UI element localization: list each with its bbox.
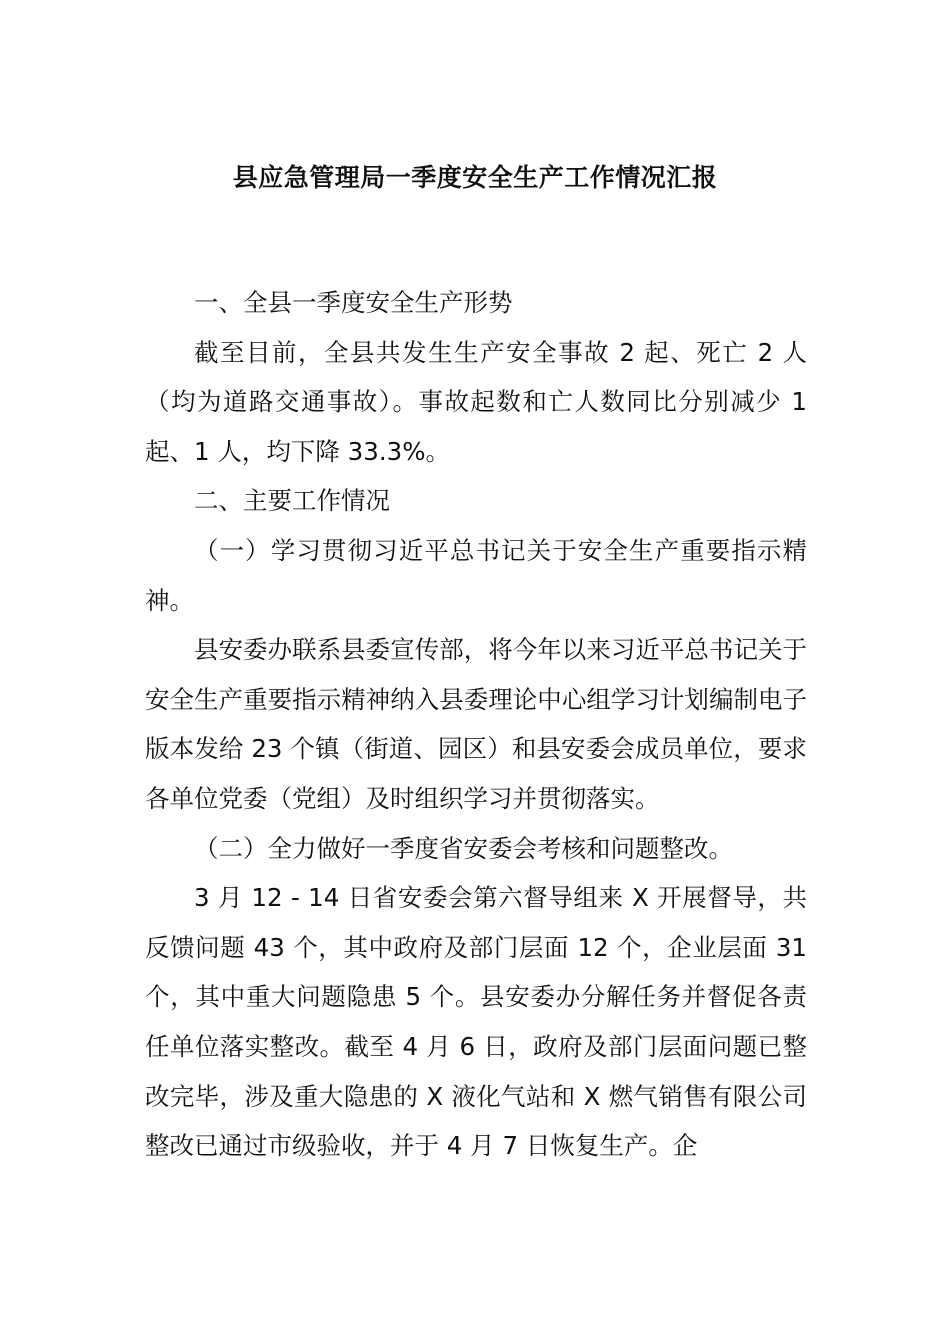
section-heading-main-work: 二、主要工作情况 xyxy=(194,486,390,516)
paragraph-study-details: 县安委办联系县委宣传部，将今年以来习近平总书记关于安全生产重要指示精神纳入县委理论中心组学习计划编制电子版本发给 23 个镇（街道、园区）和县安委会成员单位，要求各单位党委（党组）及时组织学习并贯彻落实。 xyxy=(145,635,807,813)
subsection-heading-assessment: （二）全力做好一季度省安委会考核和问题整改。 xyxy=(194,833,733,863)
document-title: 县应急管理局一季度安全生产工作情况汇报 xyxy=(232,163,718,192)
paragraph-assessment-details: 3 月 12 - 14 日省安委会第六督导组来 X 开展督导，共反馈问题 43 个，其中政府及部门层面 12 个，企业层面 31 个，其中重大问题隐患 5 个。县安委办分解任务并督促各责任单位落实整改。截至 4 月 6 日，政府及部门层面问题已整改完毕，涉及重大隐患的 X 液化气站和 X 燃气销售有限公司整改已通过市级验收，并于 4 月 7 日恢复生产。企 xyxy=(145,883,807,1161)
subsection-heading-study: （一）学习贯彻习近平总书记关于安全生产重要指示精神。 xyxy=(145,535,807,615)
document-body xyxy=(145,278,807,1171)
section-heading-situation: 一、全县一季度安全生产形势 xyxy=(194,288,513,317)
paragraph-accident-statistics: 截至目前，全县共发生生产安全事故 2 起、死亡 2 人（均为道路交通事故）。事故起数和亡人数同比分别减少 1 起、1 人，均下降 33.3%。 xyxy=(145,337,807,466)
